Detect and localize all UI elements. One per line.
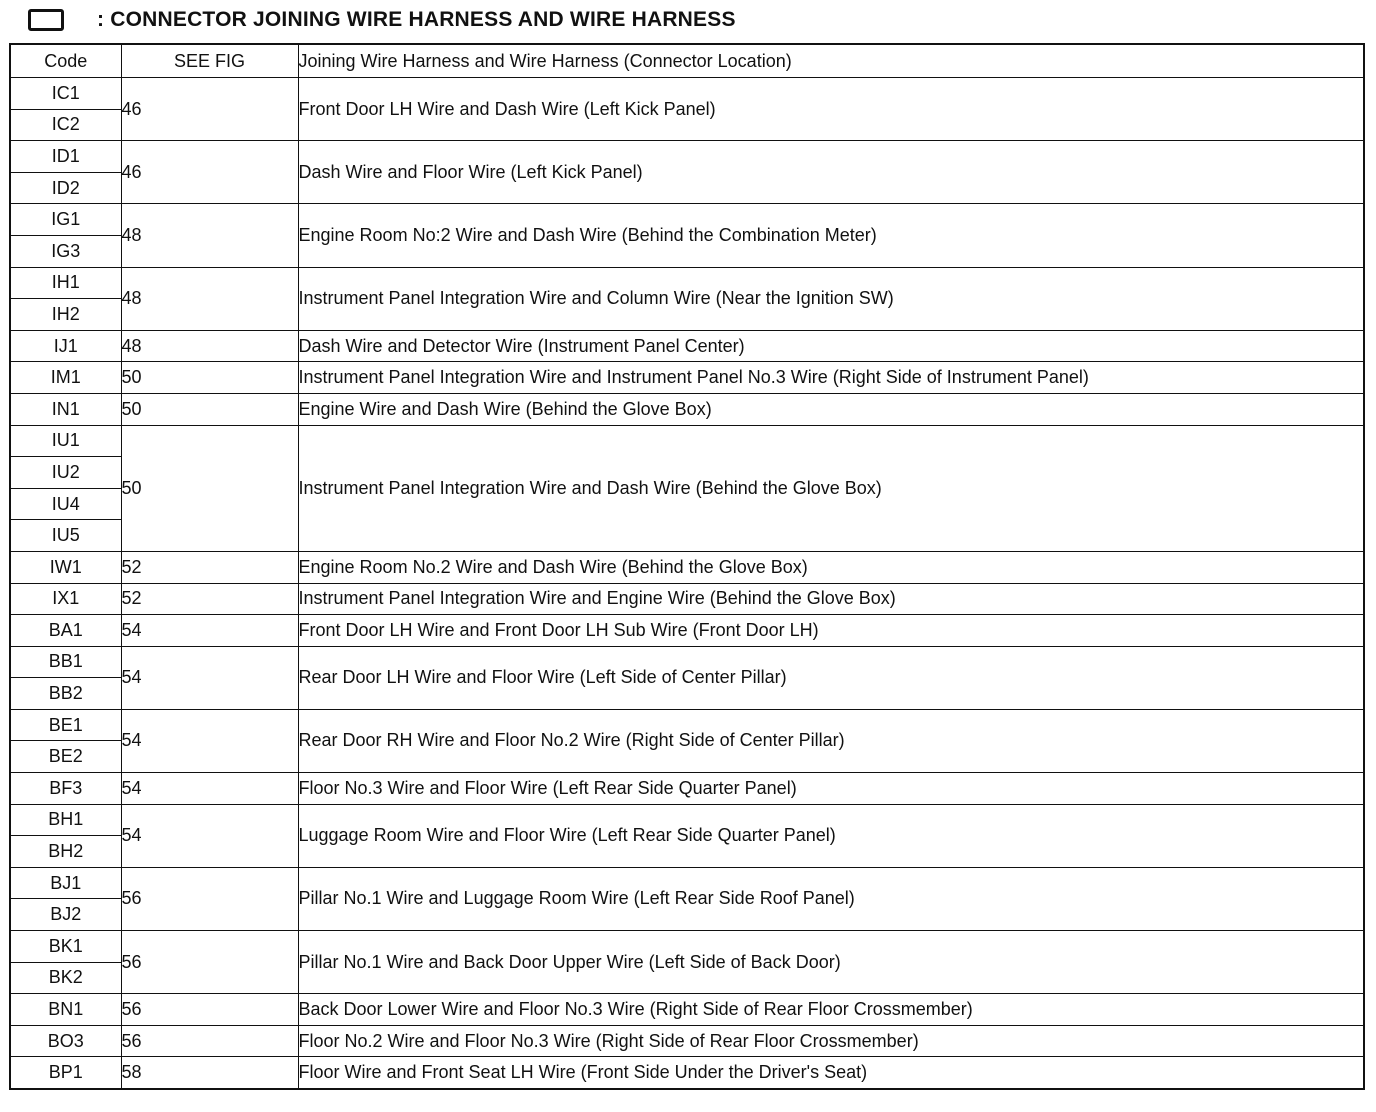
- connector-code-cell: IH2: [10, 299, 121, 331]
- connector-table: [9, 43, 1365, 1090]
- connector-description-cell: Pillar No.1 Wire and Luggage Room Wire (Left Rear Side Roof Panel): [298, 867, 1364, 930]
- connector-code-cell: BB1: [10, 646, 121, 678]
- see-fig-cell: 56: [121, 994, 298, 1026]
- connector-code-cell: BJ1: [10, 867, 121, 899]
- connector-description-cell: Floor No.3 Wire and Floor Wire (Left Rear Side Quarter Panel): [298, 773, 1364, 805]
- connector-code-cell: IG3: [10, 235, 121, 267]
- connector-description-cell: Rear Door RH Wire and Floor No.2 Wire (Right Side of Center Pillar): [298, 709, 1364, 772]
- see-fig-cell: 54: [121, 646, 298, 709]
- connector-description-cell: Dash Wire and Detector Wire (Instrument Panel Center): [298, 330, 1364, 362]
- table-row: [10, 330, 1364, 362]
- connector-code-cell: IX1: [10, 583, 121, 615]
- connector-code-cell: BP1: [10, 1057, 121, 1089]
- connector-code-cell: IM1: [10, 362, 121, 394]
- connector-code-cell: IU1: [10, 425, 121, 457]
- connector-description-cell: Engine Room No:2 Wire and Dash Wire (Behind the Combination Meter): [298, 204, 1364, 267]
- table-row: [10, 78, 1364, 110]
- connector-code-cell: BN1: [10, 994, 121, 1026]
- connector-code-cell: IN1: [10, 393, 121, 425]
- see-fig-cell: 50: [121, 425, 298, 551]
- connector-code-cell: BK1: [10, 931, 121, 963]
- connector-description-cell: Front Door LH Wire and Dash Wire (Left Kick Panel): [298, 78, 1364, 141]
- table-row: [10, 425, 1364, 457]
- table-body: [10, 78, 1364, 1090]
- connector-code-cell: BH2: [10, 836, 121, 868]
- table-row: [10, 267, 1364, 299]
- see-fig-cell: 48: [121, 204, 298, 267]
- column-header-description: Joining Wire Harness and Wire Harness (Connector Location): [298, 44, 1364, 78]
- connector-description-cell: Instrument Panel Integration Wire and Dash Wire (Behind the Glove Box): [298, 425, 1364, 551]
- column-header-see-fig: SEE FIG: [121, 44, 298, 78]
- connector-code-cell: IJ1: [10, 330, 121, 362]
- table-row: [10, 931, 1364, 963]
- see-fig-cell: 50: [121, 362, 298, 394]
- connector-description-cell: Engine Room No.2 Wire and Dash Wire (Behind the Glove Box): [298, 551, 1364, 583]
- connector-code-cell: IC1: [10, 78, 121, 110]
- connector-code-cell: BB2: [10, 678, 121, 710]
- see-fig-cell: 46: [121, 78, 298, 141]
- connector-legend-box-icon: [28, 9, 64, 31]
- see-fig-cell: 48: [121, 267, 298, 330]
- connector-code-cell: ID1: [10, 141, 121, 173]
- table-row: [10, 709, 1364, 741]
- connector-code-cell: IU4: [10, 488, 121, 520]
- table-row: [10, 1057, 1364, 1089]
- see-fig-cell: 46: [121, 141, 298, 204]
- connector-code-cell: BH1: [10, 804, 121, 836]
- connector-description-cell: Pillar No.1 Wire and Back Door Upper Wire (Left Side of Back Door): [298, 931, 1364, 994]
- connector-description-cell: Dash Wire and Floor Wire (Left Kick Panel): [298, 141, 1364, 204]
- connector-code-cell: IC2: [10, 109, 121, 141]
- table-row: [10, 994, 1364, 1026]
- connector-description-cell: Engine Wire and Dash Wire (Behind the Glove Box): [298, 393, 1364, 425]
- page-header: [28, 4, 736, 36]
- table-row: [10, 646, 1364, 678]
- connector-code-cell: BE1: [10, 709, 121, 741]
- connector-description-cell: Front Door LH Wire and Front Door LH Sub Wire (Front Door LH): [298, 615, 1364, 647]
- connector-code-cell: BF3: [10, 773, 121, 805]
- connector-description-cell: Instrument Panel Integration Wire and Instrument Panel No.3 Wire (Right Side of Instrument Panel): [298, 362, 1364, 394]
- connector-code-cell: BO3: [10, 1025, 121, 1057]
- connector-code-cell: IH1: [10, 267, 121, 299]
- connector-description-cell: Instrument Panel Integration Wire and Engine Wire (Behind the Glove Box): [298, 583, 1364, 615]
- see-fig-cell: 52: [121, 583, 298, 615]
- table-row: [10, 393, 1364, 425]
- column-header-code: Code: [10, 44, 121, 78]
- see-fig-cell: 50: [121, 393, 298, 425]
- table-row: [10, 204, 1364, 236]
- see-fig-cell: 54: [121, 773, 298, 805]
- table-row: [10, 773, 1364, 805]
- connector-description-cell: Rear Door LH Wire and Floor Wire (Left Side of Center Pillar): [298, 646, 1364, 709]
- connector-code-cell: IG1: [10, 204, 121, 236]
- table-row: [10, 362, 1364, 394]
- see-fig-cell: 54: [121, 709, 298, 772]
- see-fig-cell: 48: [121, 330, 298, 362]
- page-title: : CONNECTOR JOINING WIRE HARNESS AND WIRE HARNESS: [97, 8, 736, 31]
- connector-description-cell: Floor No.2 Wire and Floor No.3 Wire (Right Side of Rear Floor Crossmember): [298, 1025, 1364, 1057]
- table-row: [10, 867, 1364, 899]
- see-fig-cell: 58: [121, 1057, 298, 1089]
- connector-description-cell: Luggage Room Wire and Floor Wire (Left Rear Side Quarter Panel): [298, 804, 1364, 867]
- see-fig-cell: 54: [121, 615, 298, 647]
- see-fig-cell: 52: [121, 551, 298, 583]
- connector-code-cell: BK2: [10, 962, 121, 994]
- table-row: [10, 804, 1364, 836]
- see-fig-cell: 56: [121, 1025, 298, 1057]
- see-fig-cell: 54: [121, 804, 298, 867]
- table-row: [10, 583, 1364, 615]
- see-fig-cell: 56: [121, 867, 298, 930]
- connector-description-cell: Floor Wire and Front Seat LH Wire (Front Side Under the Driver's Seat): [298, 1057, 1364, 1089]
- connector-code-cell: ID2: [10, 172, 121, 204]
- table-row: [10, 141, 1364, 173]
- connector-description-cell: Back Door Lower Wire and Floor No.3 Wire (Right Side of Rear Floor Crossmember): [298, 994, 1364, 1026]
- connector-code-cell: IU5: [10, 520, 121, 552]
- table-row: [10, 551, 1364, 583]
- connector-code-cell: BJ2: [10, 899, 121, 931]
- see-fig-cell: 56: [121, 931, 298, 994]
- connector-code-cell: BA1: [10, 615, 121, 647]
- table-header-row: [10, 44, 1364, 78]
- connector-code-cell: IW1: [10, 551, 121, 583]
- connector-code-cell: IU2: [10, 457, 121, 489]
- table-row: [10, 615, 1364, 647]
- connector-description-cell: Instrument Panel Integration Wire and Column Wire (Near the Ignition SW): [298, 267, 1364, 330]
- table-row: [10, 1025, 1364, 1057]
- connector-code-cell: BE2: [10, 741, 121, 773]
